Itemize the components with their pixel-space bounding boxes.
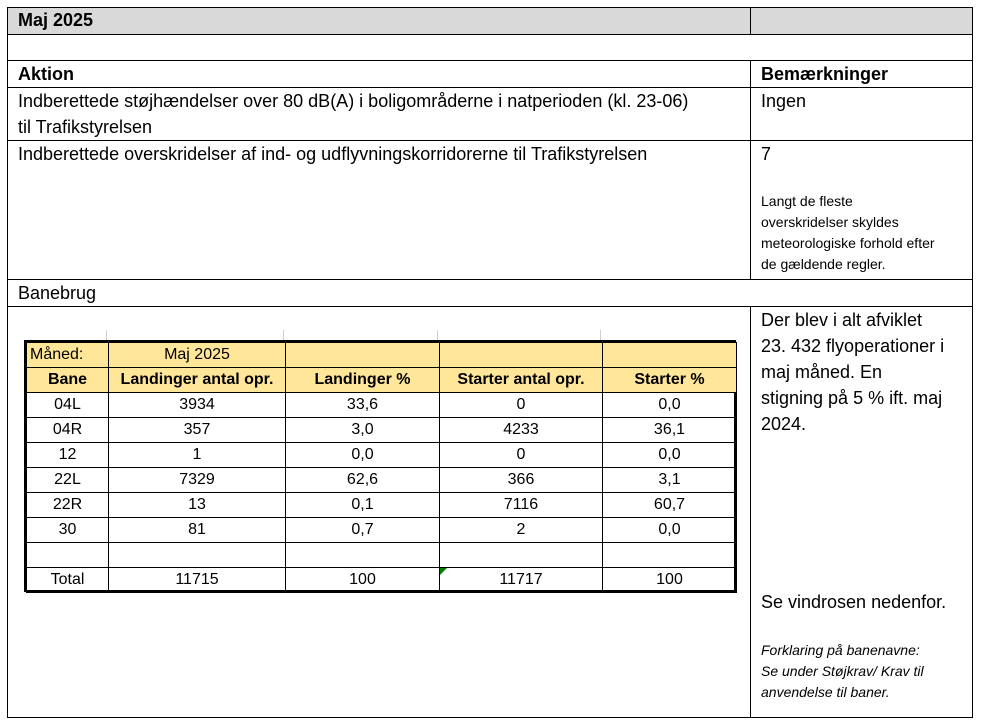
explanation-line: Se under Støjkrav/ Krav til xyxy=(761,663,924,679)
table-row: 22R 13 0,1 7116 60,7 xyxy=(27,493,737,518)
remark-corridor-note xyxy=(761,191,935,275)
remark-line: maj måned. En xyxy=(761,362,883,382)
excel-comment-flag xyxy=(440,568,447,575)
note-line: de gældende regler. xyxy=(761,256,886,272)
month-value: Maj 2025 xyxy=(109,343,286,368)
header-bane: Bane xyxy=(27,368,109,393)
table-blank-row xyxy=(27,543,737,568)
table-row: 04L 3934 33,6 0 0,0 xyxy=(27,393,737,418)
note-line: meteorologiske forhold efter xyxy=(761,235,935,251)
action-noise-events-line2: til Trafikstyrelsen xyxy=(18,117,153,137)
explanation-line: Forklaring på banenavne: xyxy=(761,642,920,658)
table-row: 04R 357 3,0 4233 36,1 xyxy=(27,418,737,443)
banebrug-remark xyxy=(761,307,944,437)
action-noise-events-line1: Indberettede støjhændelser over 80 dB(A) i boligområderne i natperioden (kl. 23-06) xyxy=(18,91,689,111)
month-label: Måned: xyxy=(27,343,109,368)
table-month-row xyxy=(27,343,737,368)
remark-line: 23. 432 flyoperationer i xyxy=(761,336,945,356)
action-corridor-violations: Indberettede overskridelser af ind- og udflyvningskorridorerne til Trafikstyrelsen xyxy=(18,144,648,164)
section-banebrug: Banebrug xyxy=(18,283,97,303)
runway-usage-table xyxy=(24,340,736,592)
header-landinger-antal: Landinger antal opr. xyxy=(109,368,286,393)
remark-noise-events: Ingen xyxy=(761,91,807,111)
table-row: 22L 7329 62,6 366 3,1 xyxy=(27,468,737,493)
table-row: 12 1 0,0 0 0,0 xyxy=(27,443,737,468)
month-title: Maj 2025 xyxy=(18,10,94,30)
note-line: overskridelser skyldes xyxy=(761,214,899,230)
note-line: Langt de fleste xyxy=(761,193,853,209)
wind-rose-note: Se vindrosen nedenfor. xyxy=(761,592,947,612)
remark-line: 2024. xyxy=(761,414,807,434)
table-total-row: Total 11715 100 11717 100 xyxy=(27,568,737,593)
table-row: 30 81 0,7 2 0,0 xyxy=(27,518,737,543)
column-header-action: Aktion xyxy=(18,64,74,84)
runway-name-explanation xyxy=(761,640,924,703)
header-landinger-pct: Landinger % xyxy=(286,368,440,393)
header-starter-pct: Starter % xyxy=(603,368,737,393)
header-band xyxy=(7,7,973,34)
remark-corridor-count: 7 xyxy=(761,144,772,164)
document-page xyxy=(7,7,973,718)
header-starter-antal: Starter antal opr. xyxy=(440,368,603,393)
column-header-remarks: Bemærkninger xyxy=(761,64,889,84)
remark-line: stigning på 5 % ift. maj xyxy=(761,388,943,408)
explanation-line: anvendelse til baner. xyxy=(761,684,890,700)
remark-line: Der blev i alt afviklet xyxy=(761,310,923,330)
table-header-row xyxy=(27,368,737,393)
